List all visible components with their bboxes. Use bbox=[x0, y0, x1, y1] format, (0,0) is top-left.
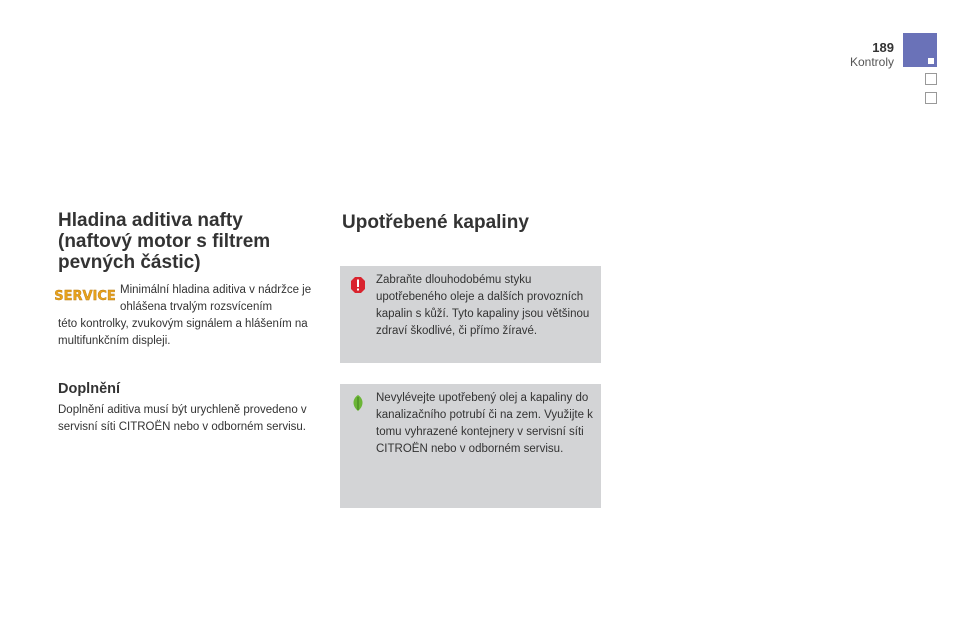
leaf-icon bbox=[350, 394, 366, 412]
page-number: 189 bbox=[872, 40, 894, 55]
chapter-tab-box bbox=[925, 92, 937, 104]
chapter-tab-active bbox=[903, 33, 937, 67]
warning-box bbox=[340, 266, 601, 363]
section-title: Kontroly bbox=[849, 55, 894, 69]
chapter-tab-box bbox=[925, 73, 937, 85]
tab-dot bbox=[928, 58, 934, 64]
additive-heading: Hladina aditiva nafty (naftový motor s filtrem pevných částic) bbox=[58, 210, 271, 273]
environment-box bbox=[340, 384, 601, 508]
doplneni-text: Doplnění aditiva musí být urychleně provedeno v servisní síti CITROËN nebo v odborném servisu. bbox=[58, 404, 307, 433]
warning-text: Zabraňte dlouhodobému styku upotřebeného oleje a dalších provozních kapalin s kůží. Tyto kapaliny jsou většinou zdraví škodlivé, či přímo žíravé. bbox=[376, 274, 590, 337]
service-logo-text: SERVICE bbox=[54, 289, 116, 304]
used-fluids-heading: Upotřebené kapaliny bbox=[342, 212, 529, 233]
warning-icon bbox=[350, 276, 366, 294]
service-warning-icon bbox=[54, 286, 116, 304]
environment-text: Nevylévejte upotřebený olej a kapaliny do kanalizačního potrubí či na zem. Využijte k tomu vyhrazené kontejnery v servisní síti CITROËN nebo v odborném servisu. bbox=[376, 392, 593, 455]
doplneni-heading: Doplnění bbox=[58, 381, 121, 397]
service-description-1: Minimální hladina aditiva v nádržce je ohlášena trvalým rozsvícením bbox=[120, 284, 312, 313]
service-description-2: této kontrolky, zvukovým signálem a hlášením na multifunkčním displeji. bbox=[58, 318, 308, 347]
